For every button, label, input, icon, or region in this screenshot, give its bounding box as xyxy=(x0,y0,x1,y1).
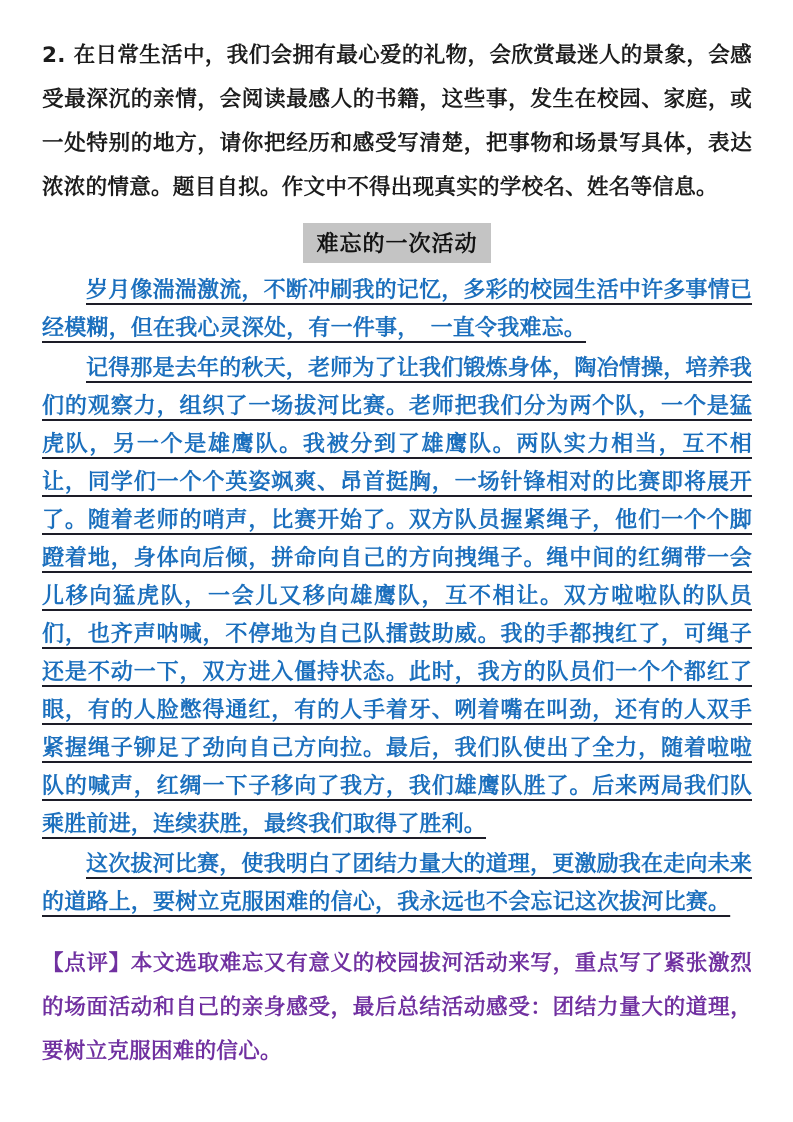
essay-title: 难忘的一次活动 xyxy=(303,223,490,263)
essay-paragraph-2: 记得那是去年的秋天，老师为了让我们锻炼身体，陶冶情操，培养我们的观察力，组织了一场拔河比赛。老师把我们分为两个队，一个是猛虎队，另一个是雄鹰队。我被分到了雄鹰队。两队实力相当，互不相让，同学们一个个英姿飒爽、昂首挺胸，一场针锋相对的比赛即将展开了。随着老师的哨声，比赛开始了。双方队员握紧绳子，他们一个个脚蹬着地，身体向后倾，拼命向自己的方向拽绳子。绳中间的红绸带一会儿移向猛虎队，一会儿又移向雄鹰队，互不相让。双方啦啦队的队员们，也齐声呐喊，不停地为自己队擂鼓助威。我的手都拽红了，可绳子还是不动一下，双方进入僵持状态。此时，我方的队员们一个个都红了眼，有的人脸憋得通红，有的人手着牙、咧着嘴在叫劲，还有的人双手紧握绳子铆足了劲向自己方向拉。最后，我们队使出了全力，随着啦啦队的喊声，红绸一下子移向了我方，我们雄鹰队胜了。后来两局我们队乘胜前进，连续获胜，最终我们取得了胜利。 xyxy=(42,356,753,837)
teacher-comment-text: 【点评】本文选取难忘又有意义的校园拔河活动来写，重点写了紧张激烈的场面活动和自己的亲身感受，最后总结活动感受：团结力量大的道理，要树立克服困难的信心。 xyxy=(42,951,752,1064)
essay-paragraph-3: 这次拔河比赛，使我明白了团结力量大的道理，更激励我在走向未来的道路上，要树立克服困难的信心，我永远也不会忘记这次拔河比赛。 xyxy=(42,852,753,915)
essay-title-row xyxy=(42,223,752,263)
writing-prompt-text: 2. 在日常生活中，我们会拥有最心爱的礼物，会欣赏最迷人的景象，会感受最深沉的亲情，会阅读最感人的书籍，这些事，发生在校园、家庭，或一处特别的地方，请你把经历和感受写清楚，把事物和场景写具体，表达浓浓的情意。题目自拟。作文中不得出现真实的学校名、姓名等信息。 xyxy=(42,43,752,200)
essay-paragraph-1: 岁月像湍湍激流，不断冲刷我的记忆，多彩的校园生活中许多事情已经模糊，但在我心灵深处，有一件事， 一直令我难忘。 xyxy=(42,278,753,341)
